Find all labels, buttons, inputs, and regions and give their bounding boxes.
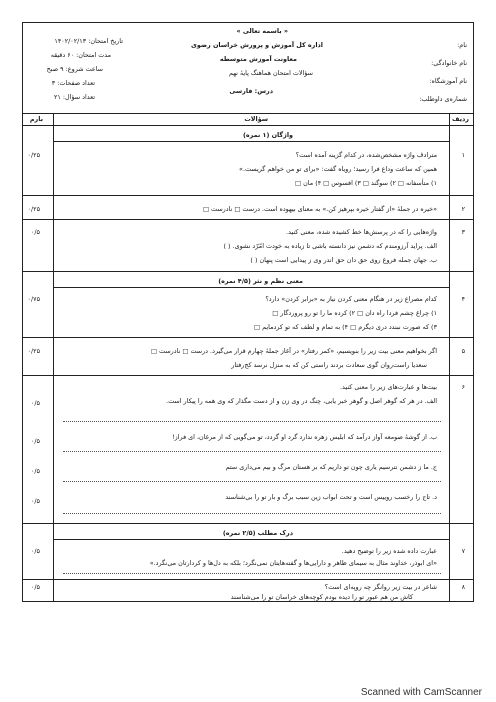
q6d-text: د. تاج را رخسب روییس است و تحت ابواب زین سبب برگ و بار تو را بی‌شناسند [225,493,437,501]
section-comprehension: درک مطلب (۲/۵ نمره) [222,529,293,537]
exam-header [23,23,473,114]
q5-number: ۵ [461,347,465,355]
q6-instruction: بیت‌ها و عبارت‌های زیر را معنی کنید. [340,383,437,391]
family-field-label: نام خانوادگی: [431,59,467,67]
exam-date: تاریخ امتحان: ۱۴۰۲/۰۲/۱۳ [54,37,123,45]
school-field-label: نام آموزشگاه: [429,77,467,85]
col-score-header: بارم [29,115,43,123]
q2-score: ۰/۲۵ [27,205,40,213]
q6a-score: ۰/۵ [30,399,40,407]
q1-number: ۱ [461,151,465,159]
q4-options-1: ۱) چراغ چشم فردا راه دان □ ۲) کرده ما را تو رو پروردگار □ [272,309,437,317]
name-field-label: نام: [457,41,467,49]
org-title: اداره کل آموزش و پرورش خراسان رضوی [191,41,323,49]
question-count: تعداد سؤال: ۲۱ [53,93,95,101]
q3-line3: ب. جهان جمله فروغ روی حق دان حق اندر وی ز پیدایی است پنهان ( ) [250,256,437,264]
q4-options-2: ۳) که صورت نبندد دری دیگرم □ ۴) به تمام و لطف که تو کردمایم □ [254,323,437,331]
bismillah: « باسمه تعالی » [236,27,288,35]
scanner-watermark: Scanned with CamScanner [360,687,482,698]
q5-score: ۰/۲۵ [27,347,40,355]
q4-line1: کدام مصراع زیر در هنگام معنی کردن نیاز به «برابر کردن» دارد؟ [265,295,437,303]
q6c-text: ج. ما ز دشمن نترسیم یاری چون تو داریم که بر هستان مرگ و بیم می‌داری ستم [225,463,437,471]
q4-number: ۴ [461,295,465,303]
q6c-score: ۰/۵ [30,467,40,475]
q3-line1: واژه‌هایی را که در پرسش‌ها خط کشیده شده، معنی کنید. [286,228,437,236]
q1-line1: مترادف واژه مشخص‌شده، در کدام گزینه آمده است؟ [295,151,437,159]
start-time: ساعت شروع: ۹ صبح [46,65,103,73]
col-questions-header: سؤالات [244,115,268,123]
q2-line1: «خیره در جملهٔ «از گفتار خیره بپرهیز کن.» به معنای بیهوده است. درست □ نادرست □ [202,205,437,213]
q8-score: ۰/۵ [30,583,40,591]
q6d-score: ۰/۵ [30,497,40,505]
exam-duration: مدت امتحان: ۶۰ دقیقه [50,51,111,59]
section-vocab: واژگان (۱ نمره) [242,131,293,139]
q8-verse: کاش من هم عبور تو را دیده بودم کوچه‌های خراسان تو را می‌شناسند [230,593,413,601]
q1-score: ۰/۲۵ [27,151,40,159]
col-row-header: ردیف [452,115,469,123]
org-subtitle: معاونت آموزش متوسطه [219,55,297,63]
seat-field-label: شماره‌ی داوطلب: [419,95,467,103]
lesson-label: درس: فارسی [229,87,273,95]
q6b-score: ۰/۵ [30,437,40,445]
q6-number: ۶ [461,383,465,391]
q7-instruction: عبارت داده شده زیر را توضیح دهید. [341,547,437,555]
q3-number: ۳ [461,228,465,236]
q6a-text: الف. در هر که گوهر اصل و گوهر خبر یابی، چنگ در وی زن و از دست مگذار که وی همه را پیکار است. [166,397,437,405]
q3-score: ۰/۵ [30,228,40,236]
q5-verse: سعدیا راست‌روان گوی سعادت بردند راستی کن که به منزل نرسد کج‌رفتار [231,361,427,369]
q3-line2: الف. پراید آرزومندم که دشمن نیز دانسته باشی تا زیاده به خودت امّرّد نشوی. ( ) [223,242,437,250]
q2-number: ۲ [461,205,465,213]
q1-options: ۱) متأسفانه □ ۲) سوگند □ ۳) افسوس □ ۴) مان □ [295,179,437,187]
page-count: تعداد صفحات: ۳ [51,79,95,87]
q1-line2: همین که ساعت وداع فرا رسید؛ رویاه گفت: «برای تو من خواهم گریست.» [239,165,437,173]
q8-line1: شاعر در بیت زیر روانگر چه روپه‌ای است؟ [324,583,437,591]
q6b-text: ب. از گوشهٔ صومعه آواز درآمد که ابلیس زهره ندارد گرد او گردد، تو می‌گویی که از مرغان، ای فراز! [172,433,437,441]
section-meaning: معنی نظم و نثر (۴/۵ نمره) [218,277,303,285]
q7-quote: «ای ابوذر، خداوند مثال به سیمای ظاهر و دارایی‌ها و گفته‌هایتان نمی‌نگرد؛ بلکه به دل‌ها و کردارتان می‌نگرد.» [149,559,437,567]
exam-sheet [22,22,474,602]
q4-score: ۰/۷۵ [27,295,40,303]
exam-title: سؤالات امتحان هماهنگ پایهٔ نهم [228,69,313,77]
q7-score: ۰/۵ [30,547,40,555]
q5-line1: اگر بخواهیم معنی بیت زیر را بنویسیم، «کمر رفتار» در آغاز جملهٔ چهارم قرار می‌گیرد. درست □ نادرست □ [150,347,437,355]
q8-number: ۸ [461,583,465,591]
q7-number: ۷ [461,547,465,555]
